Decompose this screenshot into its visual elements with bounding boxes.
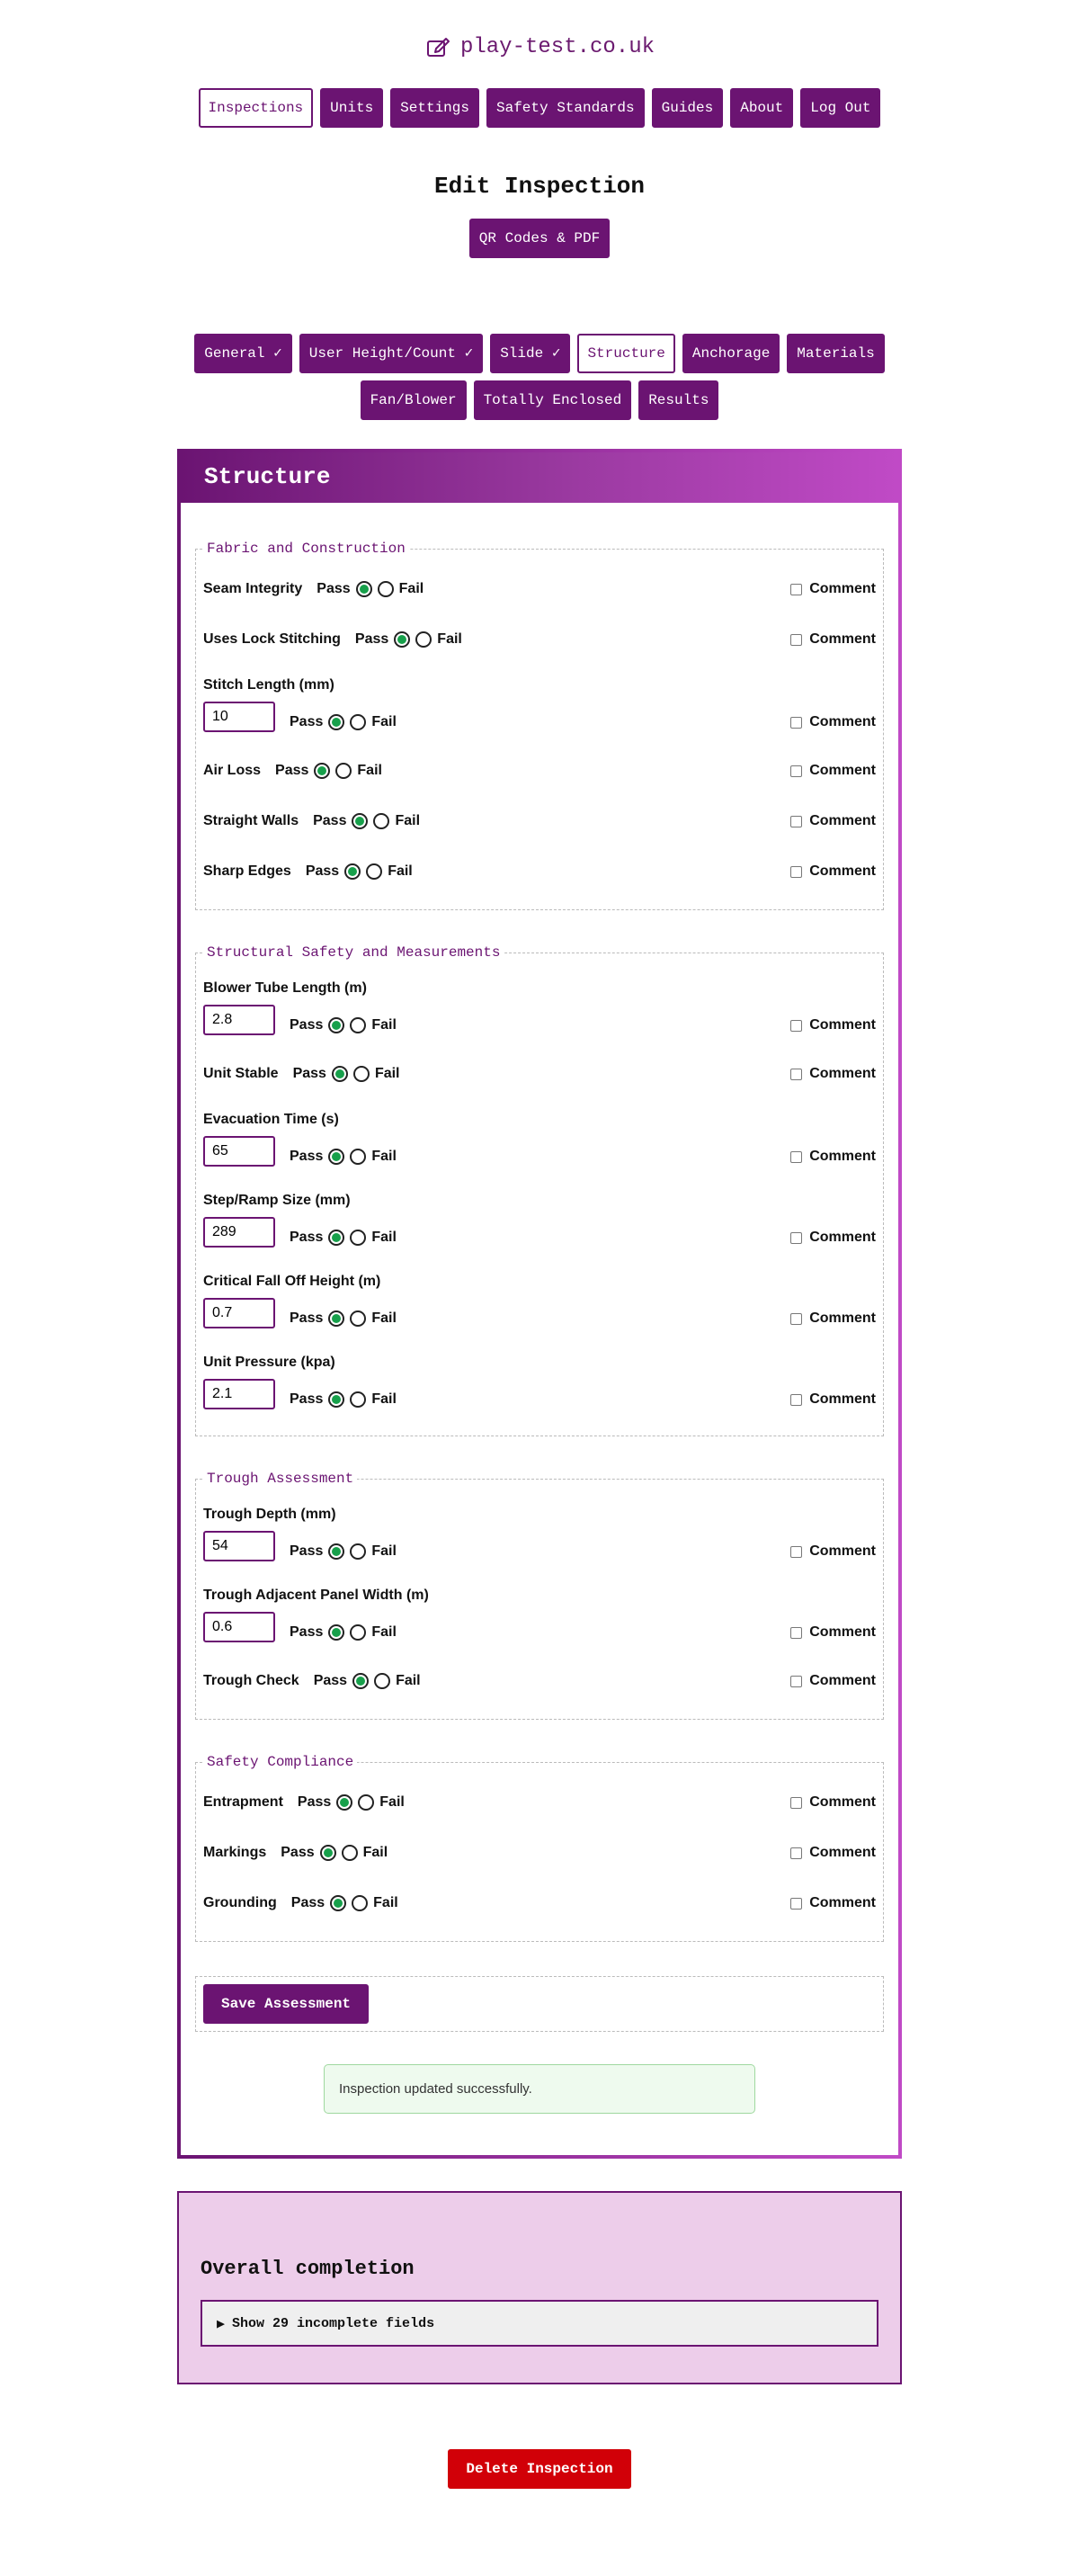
field-stitch-length-mm-input[interactable] <box>203 702 275 732</box>
field-grounding-controls <box>203 1895 398 1911</box>
field-markings-comment-checkbox[interactable] <box>790 1847 802 1859</box>
field-stitch-length-mm-fail-label: Fail <box>371 714 397 730</box>
field-sharp-edges-fail-radio[interactable] <box>366 863 382 880</box>
field-straight-walls-comment[interactable] <box>790 813 876 829</box>
field-uses-lock-stitching-pass-radio[interactable] <box>394 631 410 648</box>
field-entrapment-fail-label: Fail <box>379 1794 405 1811</box>
field-evacuation-time-s-pass-label: Pass <box>290 1149 324 1165</box>
field-trough-depth-mm-label: Trough Depth (mm) <box>203 1507 336 1523</box>
field-straight-walls-row <box>203 796 876 846</box>
field-trough-adjacent-panel-width-m-input[interactable] <box>203 1612 275 1642</box>
field-evacuation-time-s-fail-radio[interactable] <box>350 1149 366 1165</box>
field-sharp-edges-comment-label: Comment <box>809 863 876 880</box>
field-unit-stable-row <box>203 1049 876 1099</box>
field-sharp-edges-row <box>203 846 876 897</box>
field-trough-adjacent-panel-width-m-pass-radio[interactable] <box>328 1624 344 1641</box>
field-grounding-pass-fail <box>291 1895 398 1911</box>
field-blower-tube-length-m-comment-label: Comment <box>809 1017 876 1033</box>
field-straight-walls-comment-label: Comment <box>809 813 876 829</box>
save-assessment-button[interactable]: Save Assessment <box>203 1984 369 2024</box>
overall-completion <box>177 2191 902 2384</box>
field-trough-depth-mm-comment[interactable] <box>790 1543 876 1560</box>
field-step-ramp-size-mm-controls <box>203 1222 397 1253</box>
field-trough-check-fail-label: Fail <box>396 1673 421 1689</box>
field-step-ramp-size-mm-input[interactable] <box>203 1217 275 1248</box>
tab-totally-enclosed[interactable]: Totally Enclosed <box>474 380 632 420</box>
field-straight-walls-pass-radio[interactable] <box>352 813 368 829</box>
field-trough-check-comment[interactable] <box>790 1673 876 1689</box>
section-safety-compliance <box>195 1754 884 1942</box>
field-stitch-length-mm-comment-checkbox[interactable] <box>790 717 802 729</box>
field-evacuation-time-s-pass-radio[interactable] <box>328 1149 344 1165</box>
field-step-ramp-size-mm-comment-label: Comment <box>809 1230 876 1246</box>
field-evacuation-time-s-comment-label: Comment <box>809 1149 876 1165</box>
field-critical-fall-off-height-m-fail-label: Fail <box>371 1310 397 1327</box>
field-evacuation-time-s-comment-checkbox[interactable] <box>790 1151 802 1163</box>
field-seam-integrity-controls <box>203 581 424 597</box>
field-critical-fall-off-height-m-pass-radio[interactable] <box>328 1310 344 1327</box>
field-uses-lock-stitching-pass-fail <box>355 631 462 648</box>
brand[interactable] <box>0 0 1079 63</box>
field-straight-walls-pass-label: Pass <box>313 813 347 829</box>
field-grounding-pass-radio[interactable] <box>330 1895 346 1911</box>
field-grounding-comment[interactable] <box>790 1895 876 1911</box>
qr-wrap <box>0 219 1079 258</box>
success-notice: Inspection updated successfully. <box>324 2064 755 2114</box>
field-unit-pressure-kpa-row <box>203 1376 876 1423</box>
field-entrapment-comment[interactable] <box>790 1794 876 1811</box>
field-unit-stable-pass-fail <box>293 1066 400 1082</box>
field-blower-tube-length-m-fail-label: Fail <box>371 1017 397 1033</box>
field-trough-adjacent-panel-width-m-row <box>203 1609 876 1656</box>
field-trough-depth-mm-pass-fail <box>290 1543 397 1560</box>
field-unit-pressure-kpa-pass-fail <box>290 1391 397 1408</box>
field-entrapment-fail-radio[interactable] <box>358 1794 374 1811</box>
field-evacuation-time-s-row <box>203 1133 876 1180</box>
field-unit-stable-comment-checkbox[interactable] <box>790 1069 802 1080</box>
field-uses-lock-stitching-comment[interactable] <box>790 631 876 648</box>
field-step-ramp-size-mm-pass-label: Pass <box>290 1230 324 1246</box>
field-trough-depth-mm-fail-label: Fail <box>371 1543 397 1560</box>
field-critical-fall-off-height-m-fail-radio[interactable] <box>350 1310 366 1327</box>
field-seam-integrity-pass-fail <box>317 581 424 597</box>
field-air-loss-pass-radio[interactable] <box>314 763 330 779</box>
field-grounding-fail-radio[interactable] <box>352 1895 368 1911</box>
field-air-loss-fail-label: Fail <box>357 763 382 779</box>
field-seam-integrity-comment-checkbox[interactable] <box>790 584 802 595</box>
field-markings-fail-radio[interactable] <box>342 1845 358 1861</box>
nav-log-out[interactable]: Log Out <box>800 88 880 128</box>
tab-user-height-count[interactable]: User Height/Count ✓ <box>299 334 483 373</box>
field-unit-pressure-kpa-comment[interactable] <box>790 1391 876 1408</box>
field-evacuation-time-s-comment[interactable] <box>790 1149 876 1165</box>
brand-name: play-test.co.uk <box>459 34 655 59</box>
field-unit-stable-pass-label: Pass <box>292 1066 326 1082</box>
field-stitch-length-mm-pass-label: Pass <box>290 714 324 730</box>
field-critical-fall-off-height-m-pass-fail <box>290 1310 397 1327</box>
field-air-loss-comment-label: Comment <box>809 763 876 779</box>
field-stitch-length-mm-pass-fail <box>290 714 397 730</box>
field-step-ramp-size-mm-comment[interactable] <box>790 1230 876 1246</box>
field-step-ramp-size-mm-pass-fail <box>290 1230 397 1246</box>
field-critical-fall-off-height-m-comment-checkbox[interactable] <box>790 1313 802 1325</box>
field-step-ramp-size-mm-fail-label: Fail <box>371 1230 397 1246</box>
field-stitch-length-mm-label: Stitch Length (mm) <box>203 677 334 693</box>
section-trough-assessment <box>195 1471 884 1720</box>
field-critical-fall-off-height-m-input[interactable] <box>203 1298 275 1328</box>
field-entrapment-label: Entrapment <box>203 1794 283 1811</box>
tab-fan-blower[interactable]: Fan/Blower <box>361 380 467 420</box>
section-legend: Structural Safety and Measurements <box>207 944 501 962</box>
field-trough-check-comment-checkbox[interactable] <box>790 1676 802 1687</box>
field-step-ramp-size-mm-fail-radio[interactable] <box>350 1230 366 1246</box>
field-grounding-row <box>203 1878 876 1928</box>
field-trough-check-pass-radio[interactable] <box>352 1673 369 1689</box>
field-straight-walls-label: Straight Walls <box>203 813 299 829</box>
field-unit-pressure-kpa-comment-label: Comment <box>809 1391 876 1408</box>
field-unit-stable-fail-label: Fail <box>374 1066 400 1082</box>
field-critical-fall-off-height-m-pass-label: Pass <box>290 1310 324 1327</box>
field-trough-adjacent-panel-width-m-label: Trough Adjacent Panel Width (m) <box>203 1588 429 1604</box>
field-sharp-edges-label: Sharp Edges <box>203 863 291 880</box>
field-air-loss-label: Air Loss <box>203 763 262 779</box>
field-unit-pressure-kpa-fail-radio[interactable] <box>350 1391 366 1408</box>
field-straight-walls-fail-radio[interactable] <box>373 813 389 829</box>
field-unit-pressure-kpa-pass-radio[interactable] <box>328 1391 344 1408</box>
field-trough-depth-mm-pass-label: Pass <box>290 1543 324 1560</box>
field-uses-lock-stitching-comment-checkbox[interactable] <box>790 634 802 646</box>
field-entrapment-row <box>203 1777 876 1828</box>
field-unit-stable-comment-label: Comment <box>809 1066 876 1082</box>
field-unit-pressure-kpa-label: Unit Pressure (kpa) <box>203 1355 335 1371</box>
field-step-ramp-size-mm-row <box>203 1214 876 1261</box>
field-unit-stable-fail-radio[interactable] <box>353 1066 370 1082</box>
field-air-loss-fail-radio[interactable] <box>335 763 352 779</box>
tab-results[interactable]: Results <box>638 380 718 420</box>
form-body <box>181 503 898 2155</box>
field-uses-lock-stitching-pass-label: Pass <box>354 631 389 648</box>
tab-slide[interactable]: Slide ✓ <box>490 334 570 373</box>
field-unit-pressure-kpa-comment-checkbox[interactable] <box>790 1394 802 1406</box>
field-blower-tube-length-m-comment-checkbox[interactable] <box>790 1020 802 1032</box>
field-seam-integrity-row <box>203 564 876 614</box>
field-uses-lock-stitching-comment-label: Comment <box>809 631 876 648</box>
field-trough-depth-mm-comment-label: Comment <box>809 1543 876 1560</box>
save-section <box>195 1976 884 2032</box>
field-trough-adjacent-panel-width-m-comment-checkbox[interactable] <box>790 1627 802 1639</box>
field-critical-fall-off-height-m-comment-label: Comment <box>809 1310 876 1327</box>
field-markings-controls <box>203 1845 388 1861</box>
field-air-loss-controls <box>203 763 382 779</box>
field-blower-tube-length-m-comment[interactable] <box>790 1017 876 1033</box>
field-evacuation-time-s-controls <box>203 1141 397 1172</box>
field-trough-adjacent-panel-width-m-controls <box>203 1617 397 1648</box>
field-grounding-comment-checkbox[interactable] <box>790 1898 802 1910</box>
section-legend: Safety Compliance <box>207 1754 354 1771</box>
field-uses-lock-stitching-controls <box>203 631 462 648</box>
field-grounding-pass-label: Pass <box>290 1895 325 1911</box>
field-critical-fall-off-height-m-comment[interactable] <box>790 1310 876 1327</box>
nav-about[interactable]: About <box>730 88 793 128</box>
field-unit-stable-label: Unit Stable <box>203 1066 279 1082</box>
field-trough-depth-mm-fail-radio[interactable] <box>350 1543 366 1560</box>
field-critical-fall-off-height-m-row <box>203 1295 876 1342</box>
field-trough-check-row <box>203 1656 876 1706</box>
field-trough-depth-mm-row <box>203 1528 876 1575</box>
field-sharp-edges-comment[interactable] <box>790 863 876 880</box>
field-markings-fail-label: Fail <box>362 1845 388 1861</box>
field-trough-adjacent-panel-width-m-comment-label: Comment <box>809 1624 876 1641</box>
inspection-tabs <box>171 334 908 420</box>
field-entrapment-pass-label: Pass <box>297 1794 332 1811</box>
nav-guides[interactable]: Guides <box>652 88 724 128</box>
delete-inspection-button[interactable]: Delete Inspection <box>448 2449 630 2489</box>
field-straight-walls-controls <box>203 813 420 829</box>
field-uses-lock-stitching-fail-label: Fail <box>437 631 462 648</box>
field-unit-pressure-kpa-fail-label: Fail <box>371 1391 397 1408</box>
field-uses-lock-stitching-row <box>203 614 876 665</box>
field-critical-fall-off-height-m-label: Critical Fall Off Height (m) <box>203 1274 381 1290</box>
field-blower-tube-length-m-pass-label: Pass <box>290 1017 324 1033</box>
field-seam-integrity-pass-label: Pass <box>317 581 351 597</box>
field-unit-stable-pass-radio[interactable] <box>332 1066 348 1082</box>
field-trough-check-pass-fail <box>314 1673 421 1689</box>
triangle-right-icon: ▶ <box>217 2316 226 2332</box>
field-unit-stable-comment[interactable] <box>790 1066 876 1082</box>
field-trough-check-label: Trough Check <box>203 1673 299 1689</box>
field-trough-check-fail-radio[interactable] <box>374 1673 390 1689</box>
field-seam-integrity-fail-label: Fail <box>398 581 424 597</box>
section-legend: Trough Assessment <box>207 1471 354 1488</box>
field-trough-adjacent-panel-width-m-pass-fail <box>290 1624 397 1641</box>
field-grounding-label: Grounding <box>203 1895 277 1911</box>
field-blower-tube-length-m-controls <box>203 1010 397 1041</box>
field-trough-adjacent-panel-width-m-fail-radio[interactable] <box>350 1624 366 1641</box>
field-trough-depth-mm-pass-radio[interactable] <box>328 1543 344 1560</box>
field-uses-lock-stitching-fail-radio[interactable] <box>415 631 432 648</box>
field-blower-tube-length-m-label: Blower Tube Length (m) <box>203 980 367 997</box>
field-blower-tube-length-m-pass-radio[interactable] <box>328 1017 344 1033</box>
field-entrapment-comment-checkbox[interactable] <box>790 1797 802 1809</box>
field-markings-row <box>203 1828 876 1878</box>
tab-structure[interactable]: Structure <box>577 334 674 373</box>
field-evacuation-time-s-fail-label: Fail <box>371 1149 397 1165</box>
tab-anchorage[interactable]: Anchorage <box>682 334 780 373</box>
section-structural-safety-and-measurements <box>195 944 884 1436</box>
field-markings-label: Markings <box>203 1845 267 1861</box>
completion-title: Overall completion <box>201 2258 415 2281</box>
field-trough-adjacent-panel-width-m-comment[interactable] <box>790 1624 876 1641</box>
field-step-ramp-size-mm-label: Step/Ramp Size (mm) <box>203 1193 351 1209</box>
qr-codes-pdf-button[interactable]: QR Codes & PDF <box>469 219 610 258</box>
field-seam-integrity-pass-radio[interactable] <box>356 581 372 597</box>
field-trough-adjacent-panel-width-m-pass-label: Pass <box>290 1624 324 1641</box>
field-unit-pressure-kpa-input[interactable] <box>203 1379 275 1409</box>
main-nav <box>0 88 1079 128</box>
field-blower-tube-length-m-pass-fail <box>290 1017 397 1033</box>
nav-inspections[interactable]: Inspections <box>199 88 314 128</box>
field-entrapment-pass-fail <box>298 1794 405 1811</box>
section-legend: Fabric and Construction <box>207 541 406 558</box>
field-entrapment-controls <box>203 1794 405 1811</box>
field-seam-integrity-comment-label: Comment <box>809 581 876 597</box>
field-sharp-edges-controls <box>203 863 413 880</box>
field-air-loss-pass-label: Pass <box>275 763 309 779</box>
field-sharp-edges-pass-label: Pass <box>305 863 340 880</box>
field-seam-integrity-fail-radio[interactable] <box>378 581 394 597</box>
field-seam-integrity-label: Seam Integrity <box>203 581 303 597</box>
field-trough-depth-mm-controls <box>203 1536 397 1567</box>
field-markings-pass-label: Pass <box>281 1845 315 1861</box>
field-sharp-edges-comment-checkbox[interactable] <box>790 866 802 878</box>
edit-note-icon <box>424 33 451 60</box>
delete-wrap <box>0 2449 1079 2561</box>
field-markings-pass-fail <box>281 1845 388 1861</box>
field-blower-tube-length-m-row <box>203 1002 876 1049</box>
field-evacuation-time-s-label: Evacuation Time (s) <box>203 1112 339 1128</box>
field-unit-pressure-kpa-pass-label: Pass <box>290 1391 324 1408</box>
field-sharp-edges-pass-radio[interactable] <box>344 863 361 880</box>
section-fabric-and-construction <box>195 541 884 910</box>
field-evacuation-time-s-input[interactable] <box>203 1136 275 1167</box>
field-unit-pressure-kpa-controls <box>203 1384 397 1415</box>
incomplete-fields-label: Show 29 incomplete fields <box>232 2315 435 2331</box>
field-seam-integrity-comment[interactable] <box>790 581 876 597</box>
field-stitch-length-mm-pass-radio[interactable] <box>328 714 344 730</box>
field-trough-check-comment-label: Comment <box>809 1673 876 1689</box>
field-straight-walls-pass-fail <box>313 813 420 829</box>
field-sharp-edges-pass-fail <box>306 863 413 880</box>
field-unit-stable-controls <box>203 1066 400 1082</box>
field-trough-check-controls <box>203 1673 421 1689</box>
field-critical-fall-off-height-m-controls <box>203 1303 397 1334</box>
field-stitch-length-mm-comment-label: Comment <box>809 714 876 730</box>
field-blower-tube-length-m-fail-radio[interactable] <box>350 1017 366 1033</box>
nav-settings[interactable]: Settings <box>390 88 479 128</box>
page-title: Edit Inspection <box>433 173 646 200</box>
form-title: Structure <box>181 452 898 503</box>
tab-general[interactable]: General ✓ <box>194 334 291 373</box>
nav-units[interactable]: Units <box>320 88 383 128</box>
field-trough-depth-mm-comment-checkbox[interactable] <box>790 1546 802 1558</box>
tab-materials[interactable]: Materials <box>787 334 884 373</box>
field-markings-comment[interactable] <box>790 1845 876 1861</box>
field-trough-check-pass-label: Pass <box>313 1673 348 1689</box>
field-air-loss-pass-fail <box>275 763 382 779</box>
field-stitch-length-mm-fail-radio[interactable] <box>350 714 366 730</box>
field-sharp-edges-fail-label: Fail <box>388 863 413 880</box>
structure-form-card <box>177 449 902 2159</box>
field-grounding-fail-label: Fail <box>373 1895 398 1911</box>
field-step-ramp-size-mm-pass-radio[interactable] <box>328 1230 344 1246</box>
field-evacuation-time-s-pass-fail <box>290 1149 397 1165</box>
field-trough-depth-mm-input[interactable] <box>203 1531 275 1561</box>
field-air-loss-row <box>203 746 876 796</box>
field-uses-lock-stitching-label: Uses Lock Stitching <box>203 631 341 648</box>
field-blower-tube-length-m-input[interactable] <box>203 1005 275 1035</box>
field-step-ramp-size-mm-comment-checkbox[interactable] <box>790 1232 802 1244</box>
field-grounding-comment-label: Comment <box>809 1895 876 1911</box>
field-straight-walls-comment-checkbox[interactable] <box>790 816 802 827</box>
field-air-loss-comment-checkbox[interactable] <box>790 765 802 777</box>
field-markings-pass-radio[interactable] <box>320 1845 336 1861</box>
field-air-loss-comment[interactable] <box>790 763 876 779</box>
field-stitch-length-mm-comment[interactable] <box>790 714 876 730</box>
field-entrapment-comment-label: Comment <box>809 1794 876 1811</box>
field-stitch-length-mm-controls <box>203 707 397 738</box>
field-stitch-length-mm-row <box>203 699 876 746</box>
incomplete-fields-toggle[interactable] <box>201 2300 878 2347</box>
site-header <box>0 0 1079 128</box>
field-markings-comment-label: Comment <box>809 1845 876 1861</box>
field-straight-walls-fail-label: Fail <box>395 813 421 829</box>
field-entrapment-pass-radio[interactable] <box>336 1794 352 1811</box>
nav-safety-standards[interactable]: Safety Standards <box>486 88 645 128</box>
field-trough-adjacent-panel-width-m-fail-label: Fail <box>371 1624 397 1641</box>
